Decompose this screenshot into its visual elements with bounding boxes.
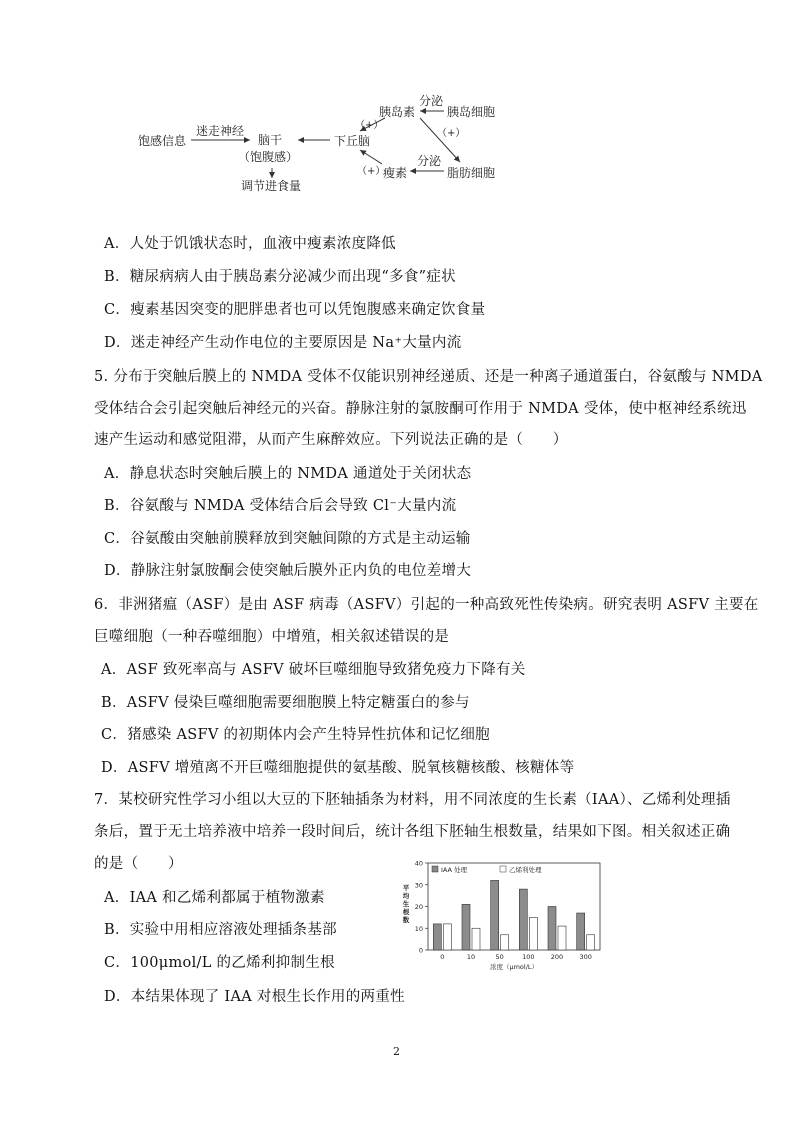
y-axis-label-char: 平 (402, 884, 410, 892)
q5-option-c: C．谷氨酸由突触前膜释放到突触间隙的方式是主动运输 (104, 531, 471, 547)
q7-option-d: D．本结果体现了 IAA 对根生长作用的两重性 (104, 989, 405, 1005)
y-tick-label: 30 (414, 881, 423, 890)
x-tick-label: 50 (495, 953, 504, 961)
q6-option-b: B．ASFV 侵染巨噬细胞需要细胞膜上特定糖蛋白的参与 (101, 695, 470, 711)
y-tick-label: 20 (414, 903, 423, 911)
bar-iaa (548, 907, 556, 951)
bar-iaa (433, 924, 441, 950)
y-axis-label-char: 生 (402, 900, 410, 908)
q7-option-c: C．100μmol/L 的乙烯利抑制生根 (104, 955, 335, 971)
edge-vagus-label: 迷走神经 (196, 124, 245, 138)
node-satiety-feeling: （饱腹感） (238, 150, 299, 164)
rooting-bar-chart (398, 858, 610, 973)
edge-plus-3: （+） (357, 166, 386, 177)
q7-option-a: A．IAA 和乙烯利都属于植物激素 (104, 890, 325, 906)
bar-iaa (491, 880, 499, 950)
y-tick-label: 40 (414, 859, 423, 868)
q5-stem-line-1: 5. 分布于突触后膜上的 NMDA 受体不仅能识别神经递质、还是一种离子通道蛋白，谷氨酸与 NMDA (94, 369, 763, 385)
node-satiety-signal: 饱感信息 (138, 134, 187, 148)
q5-stem-line-3: 速产生运动和感觉阻滞，从而产生麻醉效应。下列说法正确的是（ ） (94, 432, 568, 448)
edge-secrete-1: 分泌 (419, 94, 444, 108)
q7-stem-line-1: 7．某校研究性学习小组以大豆的下胚轴插条为材料，用不同浓度的生长素（IAA）、乙烯利处理插 (94, 792, 731, 808)
edge-plus-1: （+） (355, 120, 384, 131)
q4-option-c: C．瘦素基因突变的肥胖患者也可以凭饱腹感来确定饮食量 (104, 302, 486, 318)
bar-ethephon (472, 928, 480, 950)
x-axis-label: 浓度（μmol/L） (489, 963, 539, 971)
legend-swatch-iaa (432, 866, 438, 872)
bar-iaa (519, 889, 527, 950)
bar-ethephon (443, 924, 451, 950)
bar-iaa (462, 904, 470, 950)
q5-option-a: A．静息状态时突触后膜上的 NMDA 通道处于关闭状态 (104, 466, 472, 482)
q6-option-d: D．ASFV 增殖离不开巨噬细胞提供的氨基酸、脱氧核糖核酸、核糖体等 (101, 760, 575, 776)
legend-swatch-ethephon (500, 866, 506, 872)
y-tick-label: 0 (418, 946, 423, 955)
q5-option-d: D．静脉注射氯胺酮会使突触后膜外正内负的电位差增大 (104, 563, 472, 579)
edge-plus-2: （+） (437, 128, 466, 139)
q5-stem-line-2: 受体结合会引起突触后神经元的兴奋。静脉注射的氯胺酮可作用于 NMDA 受体，使中枢神经系统迅 (94, 401, 747, 417)
bar-ethephon (529, 917, 537, 950)
q7-option-b: B．实验中用相应溶液处理插条基部 (104, 922, 337, 938)
plot-frame (428, 863, 600, 950)
q4-option-a: A．人处于饥饿状态时，血液中瘦素浓度降低 (104, 236, 396, 252)
q4-option-b: B．糖尿病病人由于胰岛素分泌减少而出现“多食”症状 (104, 269, 456, 285)
q4-option-d: D．迷走神经产生动作电位的主要原因是 Na⁺大量内流 (104, 335, 462, 351)
node-insulin: 胰岛素 (379, 105, 416, 119)
y-tick-label: 10 (414, 924, 423, 933)
node-regulate-intake: 调节进食量 (241, 179, 302, 193)
bar-ethephon (587, 935, 595, 950)
bar-iaa (577, 913, 585, 950)
x-tick-label: 0 (440, 953, 445, 961)
q6-option-a: A．ASF 致死率高与 ASFV 破坏巨噬细胞导致猪免疫力下降有关 (101, 662, 526, 678)
edge-secrete-2: 分泌 (417, 154, 442, 168)
node-islet-cells: 胰岛细胞 (447, 105, 496, 119)
node-leptin: 瘦素 (383, 166, 408, 180)
legend-label-iaa: IAA 处理 (441, 866, 468, 874)
node-hypothalamus: 下丘脑 (334, 134, 371, 148)
page-number: 2 (393, 1045, 400, 1058)
bar-ethephon (501, 935, 509, 950)
legend-label-ethephon: 乙烯利处理 (509, 866, 542, 874)
q7-stem-line-3: 的是（ ） (94, 856, 183, 872)
y-axis-label-char: 根 (402, 908, 410, 916)
node-brainstem: 脑干 (258, 133, 283, 147)
q6-option-c: C．猪感染 ASFV 的初期体内会产生特异性抗体和记忆细胞 (101, 727, 490, 743)
y-axis-label-char: 数 (402, 916, 410, 924)
x-tick-label: 300 (579, 953, 592, 961)
x-tick-label: 200 (550, 953, 564, 961)
q6-stem-line-2: 巨噬细胞（一种吞噬细胞）中增殖，相关叙述错误的是 (94, 629, 450, 645)
x-tick-label: 10 (466, 953, 476, 961)
y-axis-label-char: 均 (402, 892, 410, 900)
node-fat-cells: 脂肪细胞 (447, 166, 496, 180)
q5-option-b: B．谷氨酸与 NMDA 受体结合后会导致 Cl⁻大量内流 (104, 498, 457, 514)
q6-stem-line-1: 6．非洲猪瘟（ASF）是由 ASF 病毒（ASFV）引起的一种高致死性传染病。研究表明 ASFV 主要在 (94, 597, 759, 613)
bar-ethephon (558, 926, 566, 950)
q7-stem-line-2: 条后，置于无土培养液中培养一段时间后，统计各组下胚轴生根数量，结果如下图。相关叙述正确 (94, 824, 731, 840)
x-tick-label: 100 (522, 953, 535, 961)
